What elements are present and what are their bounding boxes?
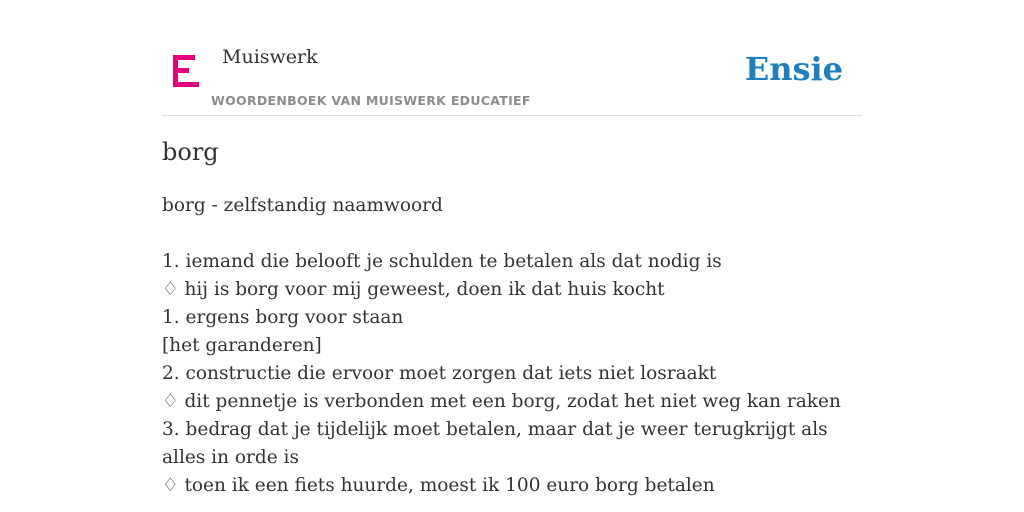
blank-line xyxy=(162,220,852,248)
example-line: ♢ hij is borg voor mij geweest, doen ik dat huis kocht xyxy=(162,279,665,300)
header xyxy=(162,0,862,116)
definition-line: 3. bedrag dat je tijdelijk moet betalen, maar dat je weer terugkrijgt als alles in orde is xyxy=(162,419,828,468)
source-subtitle: WOORDENBOEK VAN MUISWERK EDUCATIEF xyxy=(211,93,531,108)
word-class-line: borg - zelfstandig naamwoord xyxy=(162,195,443,216)
example-line: ♢ dit pennetje is verbonden met een borg, zodat het niet weg kan raken xyxy=(162,391,841,412)
definition-line: [het garanderen] xyxy=(162,335,322,356)
example-line: ♢ toen ik een fiets huurde, moest ik 100 euro borg betalen xyxy=(162,475,715,496)
definition xyxy=(162,192,852,500)
muiswerk-logo-icon xyxy=(173,55,199,87)
definition-line: 1. ergens borg voor staan xyxy=(162,307,404,328)
ensie-brand-logo[interactable]: Ensie xyxy=(744,50,843,88)
headword: borg xyxy=(162,138,219,166)
entry-card xyxy=(162,0,862,512)
definition-line: 2. constructie die ervoor moet zorgen dat iets niet losraakt xyxy=(162,363,717,384)
source-name[interactable]: Muiswerk xyxy=(222,46,318,68)
definition-line: 1. iemand die belooft je schulden te betalen als dat nodig is xyxy=(162,251,722,272)
